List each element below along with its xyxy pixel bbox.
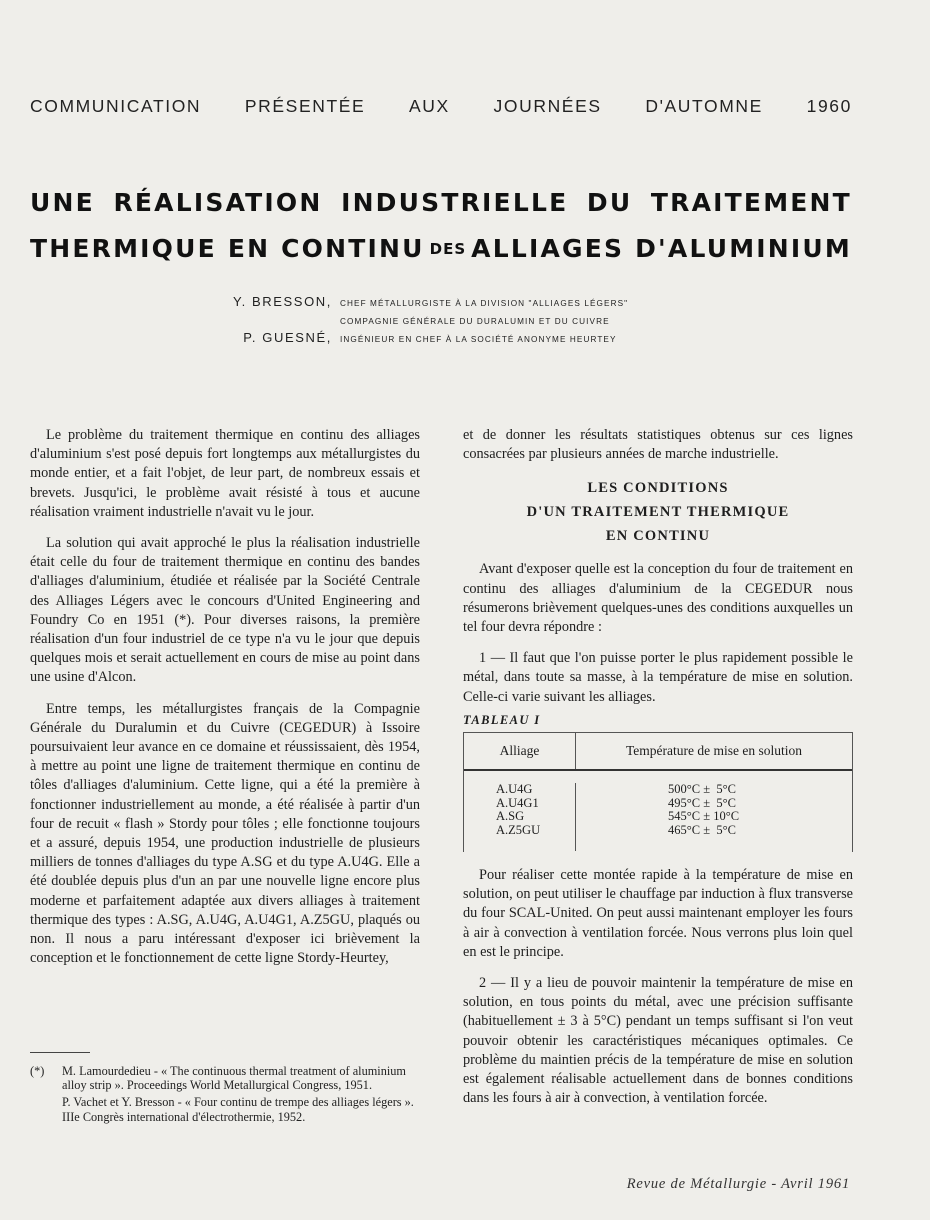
title-part-des: DES xyxy=(429,240,467,258)
paragraph: Pour réaliser cette montée rapide à la température de mise en solution, on peut utiliser le chauffage par induction à flux transverse du four SCAL-United. On peut aussi maintenant employer les fours à air à convection à ventilation forcée. Nous verrons plus loin quel en est le principe. xyxy=(463,867,854,960)
title-part-a: THERMIQUE EN CONTINU xyxy=(30,234,425,263)
table-header xyxy=(464,733,852,771)
title-part-b: ALLIAGES D'ALUMINIUM xyxy=(471,234,852,263)
author-row xyxy=(200,312,660,330)
table-caption: TABLEAU I xyxy=(463,712,541,727)
table-cell-alloy: A.Z5GU xyxy=(496,822,541,837)
left-column xyxy=(30,426,420,980)
column-header-alloy: Alliage xyxy=(464,733,576,769)
header-word: AUX xyxy=(409,96,450,116)
header-word: JOURNÉES xyxy=(493,96,602,116)
temperature-column xyxy=(576,783,852,851)
footnote-divider xyxy=(30,1052,90,1053)
title-line-2 xyxy=(30,226,852,272)
author-row xyxy=(200,330,660,348)
table-cell-alloy: A.SG xyxy=(496,809,525,824)
paragraph: Le problème du traitement thermique en continu des alliages d'aluminium s'est posé depuis fort longtemps aux métallurgistes du monde entier, et a fait l'objet, de leur part, de nombreux essais et brevets. Jusqu'ici, le problème avait résisté à tous et aucune réalisation vraiment industrielle n'avait vu le jour. xyxy=(30,427,420,520)
paragraph: 2 — Il y a lieu de pouvoir maintenir la température de mise en solution, en tous points du métal, avec une précision suffisante (habituellement ± 3 à 5°C) pendant un temps suffisant si l'on veut pouvoir obtenir les caractéristiques mécaniques optimales. Ce problème du maintien précis de la température de mise en solution est également réalisable actuellement dans de bonnes conditions dans les fours à air à convection, à ventilation forcée. xyxy=(463,975,853,1107)
paragraph: 1 — Il faut que l'on puisse porter le plus rapidement possible le métal, dans toute sa masse, à la température de mise en solution. Celle-ci varie suivant les alliages. xyxy=(463,650,853,705)
journal-footer: Revue de Métallurgie - Avril 1961 xyxy=(626,1176,850,1192)
title-word: DU xyxy=(586,188,633,217)
alloy-column xyxy=(464,783,576,851)
footnote xyxy=(30,1095,420,1123)
author-name: Y. BRESSON, xyxy=(232,294,332,309)
conference-header xyxy=(30,96,852,117)
section-heading-line: LES CONDITIONS xyxy=(587,480,729,497)
footnote-text: M. Lamourdedieu - « The continuous thermal treatment of aluminium alloy strip ». Proceedings World Metallurgical Congress, 1951. xyxy=(62,1064,407,1093)
author-row xyxy=(200,294,660,312)
title-word: RÉALISATION xyxy=(113,188,323,217)
table-cell-temperature: 545°C ± 10°C xyxy=(668,809,740,824)
title-word: INDUSTRIELLE xyxy=(341,188,569,217)
header-word: 1960 xyxy=(806,96,852,116)
paragraph: Entre temps, les métallurgistes français de la Compagnie Générale du Duralumin et du Cuivre (CEGEDUR) à Issoire poursuivaient leur avance en ce domaine et réussissaient, dès 1954, à mettre au point une ligne de traitement thermique en continu de tôles d'alliages d'aluminium. Cette ligne, qui a été la première à fonctionner industriellement au monde, a été réalisée à partir d'un four de recuit « flash » Stordy pour tôles ; elle fonctionne toujours et a assuré, depuis 1954, une production industrielle de plusieurs milliers de tonnes d'alliages du type A.SG et du type A.U4G. Elle a été doublée depuis plus d'un an par une nouvelle ligne encore plus moderne et parfaitement adaptée aux divers alliages à traitement thermique des types : A.SG, A.U4G, A.U4G1, A.Z5GU, plaqués ou non. Il nous a paru intéressant d'exposer ici brièvement la conception et le fonctionnement de cette ligne Stordy-Heurtey, xyxy=(30,700,420,967)
temperature-table xyxy=(463,732,853,852)
author-affiliation: INGÉNIEUR EN CHEF À LA SOCIÉTÉ ANONYME HEURTEY xyxy=(340,335,617,344)
article-title xyxy=(30,180,852,272)
footnote-mark: (*) xyxy=(30,1064,45,1078)
section-heading-line: D'UN TRAITEMENT THERMIQUE xyxy=(526,504,790,521)
footnote xyxy=(30,1064,420,1092)
table-cell-temperature: 500°C ± 5°C xyxy=(668,782,736,797)
author-affiliation: COMPAGNIE GÉNÉRALE DU DURALUMIN ET DU CUIVRE xyxy=(340,317,610,326)
paragraph: La solution qui avait approché le plus la réalisation industrielle était celle du four de traitement thermique en continu des bandes d'alliages d'aluminium, étudiée et réalisée par la Société Centrale des Alliages Légers avec le concours d'United Engineering and Foundry Co en 1951 (*). Pour diverses raisons, la première réalisation d'un four industriel de ce type n'a vu le jour que depuis quelques mois et serait actuellement en cours de mise au point dans une usine d'Alcon. xyxy=(30,535,420,686)
footnote-text: P. Vachet et Y. Bresson - « Four continu de trempe des alliages légers ». IIIe Congrès international d'électrothermie, 1952. xyxy=(62,1095,414,1124)
title-line-1 xyxy=(30,180,852,226)
table-cell-temperature: 495°C ± 5°C xyxy=(668,795,736,810)
table-body xyxy=(464,771,852,851)
title-word: UNE xyxy=(30,188,95,217)
paragraph: et de donner les résultats statistiques obtenus sur ces lignes consacrées par plusieurs années de marche industrielle. xyxy=(463,427,853,463)
table-cell-temperature: 465°C ± 5°C xyxy=(668,822,736,837)
paragraph: Avant d'exposer quelle est la conception du four de traitement en continu des alliages d'aluminium de la CEGEDUR nous résumerons brièvement quelques-unes des conditions auxquelles un tel four devra répondre : xyxy=(463,561,853,636)
header-word: D'AUTOMNE xyxy=(645,96,763,116)
footnotes xyxy=(30,1064,420,1127)
author-name: P. GUESNÉ, xyxy=(243,330,332,345)
table-cell-alloy: A.U4G1 xyxy=(496,795,539,810)
author-affiliation: CHEF MÉTALLURGISTE À LA DIVISION "ALLIAGES LÉGERS" xyxy=(340,299,629,308)
header-word: PRÉSENTÉE xyxy=(244,96,366,116)
right-column xyxy=(463,426,853,1120)
authors-block xyxy=(200,294,660,348)
section-heading-line: EN CONTINU xyxy=(605,528,711,545)
section-heading xyxy=(463,476,853,548)
header-word: COMMUNICATION xyxy=(30,96,202,116)
column-header-temperature: Température de mise en solution xyxy=(625,743,802,759)
table-cell-alloy: A.U4G xyxy=(496,782,533,797)
title-word: TRAITEMENT xyxy=(650,188,852,217)
